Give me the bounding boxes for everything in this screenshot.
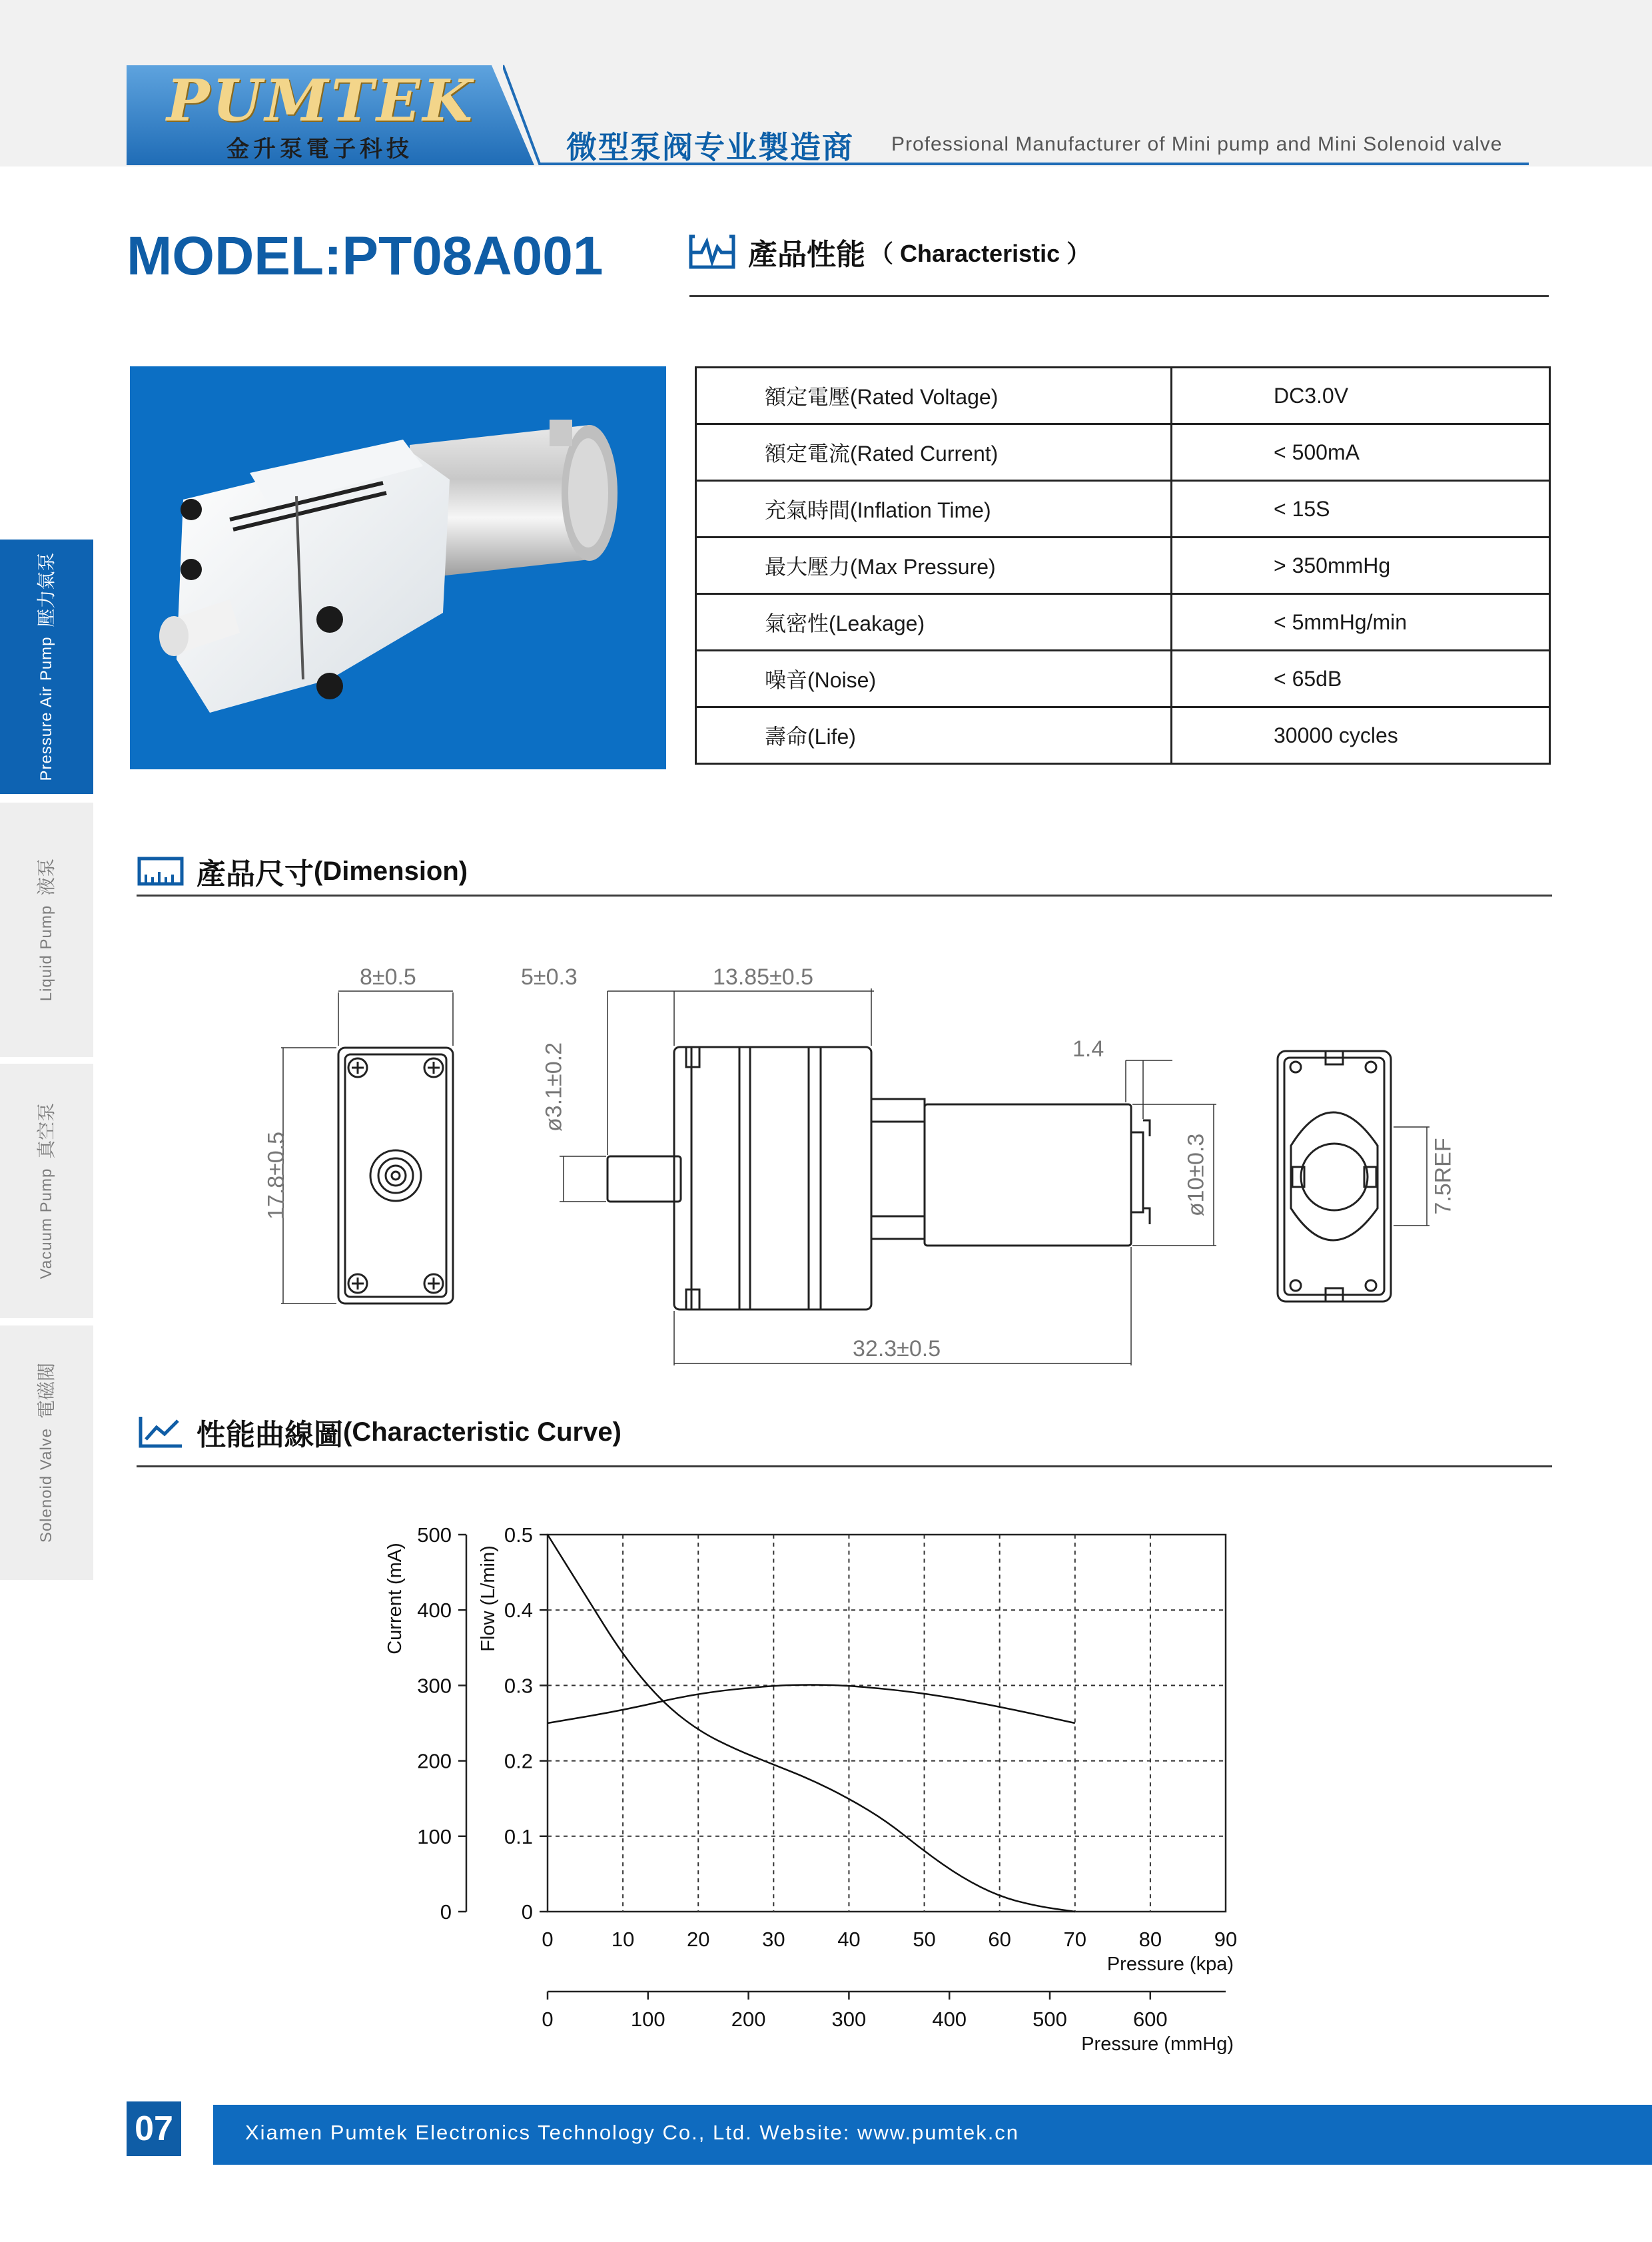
current-curve: [548, 1685, 1075, 1723]
secondary-x-tick-label: 500: [1032, 2008, 1067, 2031]
x-tick-label: 10: [611, 1928, 635, 1951]
current-tick-label: 400: [417, 1599, 452, 1623]
x-tick-label: 90: [1214, 1928, 1238, 1951]
spec-value: < 500mA: [1172, 424, 1550, 481]
section-title-cn: 產品性能: [748, 238, 865, 271]
section-rule: [689, 295, 1549, 297]
x-tick-label: 60: [988, 1928, 1011, 1951]
nav-label-cn: 電磁閥: [36, 1362, 57, 1419]
x-tick-label: 30: [762, 1928, 785, 1951]
x-tick-label: 80: [1138, 1928, 1162, 1951]
section-dimension-heading: [137, 850, 468, 893]
spec-label: 氣密性(Leakage): [696, 594, 1172, 651]
plot-frame: [548, 1535, 1226, 1912]
chart-series: [548, 1535, 1075, 1912]
current-tick-label: 200: [417, 1749, 452, 1773]
flow-curve: [548, 1535, 1075, 1912]
spec-label: 壽命(Life): [696, 707, 1172, 764]
spec-row: [696, 707, 1550, 764]
secondary-x-tick-label: 600: [1132, 2008, 1168, 2031]
section-characteristic-heading: [688, 230, 1090, 273]
nav-tab-solenoid-valve[interactable]: [0, 1325, 93, 1585]
spec-value: 30000 cycles: [1172, 707, 1550, 764]
dim-label-total-length: 32.3±0.5: [853, 1336, 941, 1361]
model-title: MODEL:PT08A001: [127, 226, 604, 286]
secondary-x-tick-label: 100: [630, 2008, 665, 2031]
x-tick-label: 70: [1063, 1928, 1087, 1951]
current-tick-label: 300: [417, 1674, 452, 1698]
logo-text: PUMTEK: [167, 67, 476, 135]
pump-illustration: [130, 366, 666, 769]
slogan-english: Professional Manufacturer of Mini pump and Mini Solenoid valve: [891, 133, 1503, 155]
spec-value: DC3.0V: [1172, 368, 1550, 424]
dim-label-height: 17.8±0.5: [263, 1131, 289, 1220]
secondary-x-axis-title: Pressure (mmHg): [1081, 2034, 1234, 2055]
logo-subtitle: 金升泵電子科技: [226, 137, 413, 162]
flow-tick-label: 0.1: [504, 1824, 533, 1848]
ruler-icon: [137, 853, 185, 889]
page-number: 07: [127, 2101, 181, 2156]
chart-grid: [548, 1535, 1226, 1912]
flow-tick-label: 0: [521, 1900, 533, 1924]
footer-text: Xiamen Pumtek Electronics Technology Co., Ltd. Website: www.pumtek.cn: [245, 2121, 1020, 2144]
secondary-x-tick-label: 400: [932, 2008, 967, 2031]
section-title-cn: 性能曲線圖: [197, 1419, 343, 1451]
spec-value: < 15S: [1172, 481, 1550, 538]
dim-label-nozzle-length: 5±0.3: [521, 964, 578, 990]
section-rule: [137, 895, 1552, 897]
flow-tick-label: 0.2: [504, 1749, 533, 1773]
product-photo: [130, 366, 666, 769]
dim-label-tab: 1.4: [1072, 1036, 1104, 1062]
x-tick-label: 50: [913, 1928, 936, 1951]
dim-label-ref: 7.5REF: [1430, 1138, 1456, 1215]
nav-tab-vacuum-pump[interactable]: [0, 1064, 93, 1323]
spec-table: [695, 366, 1551, 765]
spec-label: 額定電流(Rated Current): [696, 424, 1172, 481]
spec-value: < 5mmHg/min: [1172, 594, 1550, 651]
flow-tick-label: 0.4: [504, 1599, 533, 1623]
nav-tab-liquid-pump[interactable]: [0, 803, 93, 1062]
section-title-cn: 產品尺寸: [197, 858, 314, 891]
dim-label-nozzle-diameter: ø3.1±0.2: [541, 1042, 567, 1132]
secondary-x-tick-label: 200: [731, 2008, 766, 2031]
spec-row: [696, 651, 1550, 707]
x-tick-label: 40: [837, 1928, 861, 1951]
slogan-chinese: 微型泵阀专业製造商: [566, 130, 854, 165]
nav-label-cn: 真空泵: [36, 1102, 57, 1159]
dim-label-body-length: 13.85±0.5: [713, 964, 814, 990]
current-tick-label: 0: [440, 1900, 452, 1924]
section-title-en: (Dimension): [314, 856, 468, 886]
nav-label-cn: 壓力氣泵: [36, 552, 57, 627]
spec-row: [696, 594, 1550, 651]
nav-label-en: Liquid Pump: [37, 905, 55, 1002]
flow-tick-label: 0.5: [504, 1523, 533, 1547]
dimension-drawing: [246, 952, 1539, 1379]
secondary-x-tick-label: 300: [831, 2008, 867, 2031]
spec-label: 噪音(Noise): [696, 651, 1172, 707]
dim-label-width: 8±0.5: [360, 964, 416, 990]
spec-value: > 350mmHg: [1172, 538, 1550, 594]
spec-label: 最大壓力(Max Pressure): [696, 538, 1172, 594]
x-tick-label: 20: [686, 1928, 710, 1951]
characteristic-chart: [373, 1512, 1279, 2065]
x-tick-label: 0: [542, 1928, 554, 1951]
flow-axis-title: Flow (L/min): [478, 1545, 499, 1652]
spec-row: [696, 368, 1550, 424]
nav-label-en: Solenoid Valve: [37, 1427, 55, 1543]
waveform-icon: [688, 234, 736, 270]
spec-row: [696, 424, 1550, 481]
line-chart-icon: [137, 1414, 185, 1450]
current-tick-label: 500: [417, 1523, 452, 1547]
current-axis-title: Current (mA): [384, 1543, 406, 1655]
spec-label: 額定電壓(Rated Voltage): [696, 368, 1172, 424]
spec-row: [696, 481, 1550, 538]
current-tick-label: 100: [417, 1824, 452, 1848]
nav-label-en: Vacuum Pump: [37, 1168, 55, 1280]
section-title-en: （ Characteristic ）: [869, 239, 1091, 267]
nav-label-en: Pressure Air Pump: [37, 636, 55, 781]
chart-labels: [384, 1523, 1237, 2055]
section-title-en: (Characteristic Curve): [343, 1417, 621, 1447]
nav-tab-pressure-air-pump[interactable]: [0, 540, 93, 799]
nav-label-cn: 液泵: [36, 858, 57, 896]
secondary-x-tick-label: 0: [542, 2008, 554, 2031]
section-curve-heading: [137, 1411, 621, 1453]
section-rule: [137, 1465, 1552, 1467]
flow-tick-label: 0.3: [504, 1674, 533, 1698]
spec-row: [696, 538, 1550, 594]
dim-label-motor-diameter: ø10±0.3: [1183, 1133, 1209, 1217]
x-axis-title: Pressure (kpa): [1106, 1954, 1234, 1975]
spec-label: 充氣時間(Inflation Time): [696, 481, 1172, 538]
spec-value: < 65dB: [1172, 651, 1550, 707]
